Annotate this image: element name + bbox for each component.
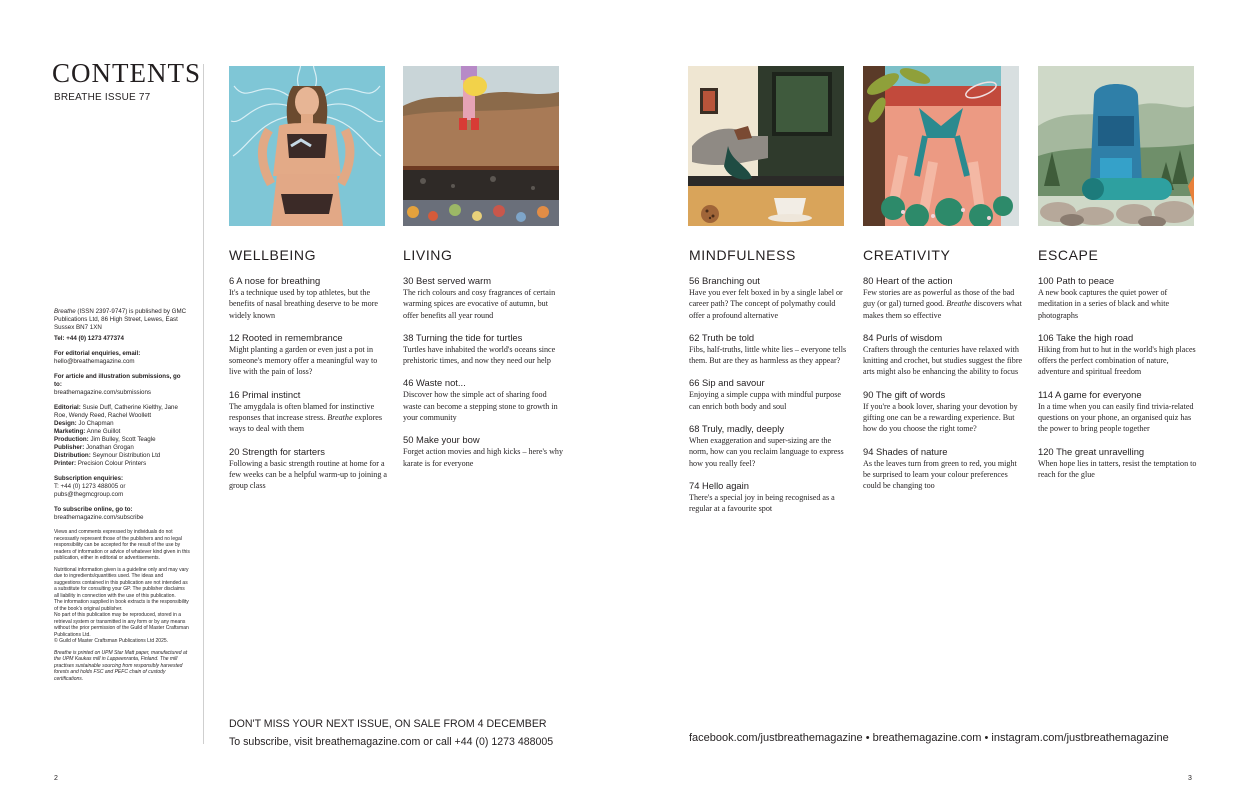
entry-title: 56 Branching out	[689, 275, 760, 286]
entry-title: 62 Truth be told	[689, 331, 755, 343]
section-heading: WELLBEING	[229, 247, 317, 263]
entry-title: 16 Primal instinct	[229, 388, 301, 400]
contents-entry[interactable]	[689, 332, 849, 367]
entry-title: 68 Truly, madly, deeply	[689, 423, 785, 435]
entry-description: A new book captures the quiet power of meditation in a series of black and white photographs	[1038, 288, 1170, 320]
section-creativity	[863, 247, 1023, 503]
entry-title: 66 Sip and savour	[689, 377, 765, 389]
section-heading: CREATIVITY	[863, 247, 951, 263]
entry-description: Crafters through the centuries have relaxed with knitting and crochet, but studies suggest the fibre arts might also be enhancing the ability to focus	[863, 344, 1023, 377]
subscribe-online: To subscribe online, go to: breathemagazine.com/subscribe	[54, 506, 144, 521]
social-links[interactable]: facebook.com/justbreathemagazine • breathemagazine.com • instagram.com/justbreathemagazine	[689, 732, 1169, 744]
contents-entry[interactable]	[689, 423, 849, 469]
contents-entry[interactable]	[863, 275, 1023, 321]
entry-title: 12 Rooted in remembrance	[229, 331, 343, 343]
wellbeing-illustration	[229, 66, 385, 226]
entry-description: Forget action movies and high kicks – here's why karate is for everyone	[403, 447, 564, 468]
entry-title: 30 Best served warm	[403, 275, 492, 286]
contents-entry[interactable]	[403, 377, 563, 423]
page-title: CONTENTS	[52, 58, 201, 88]
entry-description: Turtles have inhabited the world's oceans since prehistoric times, and now they need our help	[403, 344, 556, 366]
entry-description: It's a technique used by top athletes, but the benefits of nasal breathing deserve to be more widely known	[229, 288, 379, 320]
colophon	[54, 308, 190, 687]
column-divider	[203, 64, 204, 744]
section-escape	[1038, 247, 1198, 491]
contents-entry[interactable]	[1038, 275, 1198, 321]
section-heading: ESCAPE	[1038, 247, 1099, 263]
entry-title: 120 The great unravelling	[1038, 445, 1145, 457]
contents-entry[interactable]	[1038, 389, 1198, 435]
contents-entry[interactable]	[863, 446, 1023, 492]
creativity-illustration	[863, 66, 1019, 226]
issue-label: BREATHE ISSUE 77	[54, 92, 151, 103]
contents-entry[interactable]	[403, 434, 563, 469]
entry-title: 6 A nose for breathing	[229, 275, 321, 286]
contents-entry[interactable]	[689, 480, 849, 515]
escape-illustration	[1038, 66, 1194, 226]
contents-entry[interactable]	[863, 332, 1023, 378]
entry-description: There's a special joy in being recognised as a regular at a favourite spot	[689, 492, 835, 514]
contents-entry[interactable]	[403, 275, 563, 321]
staff-credits: Editorial: Susie Duff, Catherine Kielthy, Jane Roe, Wendy Reed, Rachel Woollett Design: Jo Chapman Marketing: Anne Guillot Production: Jim Bulley, Scott Teagle Publisher: Jonathan Grogan Distribution: Seymour Distribution Ltd Printer: Precision Colour Printers	[54, 404, 178, 467]
entry-description: The rich colours and cosy fragrances of certain warming spices are evocative of autumn, but offer benefits all year round	[403, 288, 556, 320]
entry-title: 114 A game for everyone	[1038, 388, 1142, 400]
section-mindfulness	[689, 247, 849, 526]
editorial-enquiries: For editorial enquiries, email: hello@breathemagazine.com	[54, 350, 141, 365]
contents-entry[interactable]	[229, 446, 389, 492]
contents-entry[interactable]	[689, 377, 849, 412]
page-number-left: 2	[54, 775, 58, 782]
entry-title: 80 Heart of the action	[863, 275, 953, 286]
contents-entry[interactable]	[229, 389, 389, 435]
subscribe-link[interactable]: To subscribe, visit breathemagazine.com or call +44 (0) 1273 488005	[229, 736, 554, 748]
contents-entry[interactable]	[229, 332, 389, 378]
section-heading: MINDFULNESS	[689, 247, 796, 263]
entry-description: Fibs, half-truths, little white lies – everyone tells them. But are they as harmless as they appear?	[689, 344, 847, 366]
contents-entry[interactable]	[229, 275, 389, 321]
entry-title: 94 Shades of nature	[863, 445, 948, 457]
entry-title: 50 Make your bow	[403, 434, 480, 446]
entry-title: 90 The gift of words	[863, 388, 946, 400]
disclaimer-reproduction: No part of this publication may be reproduced, stored in a retrieval system or transmitted in any form or by any means without the prior permission of the Guild of Master Craftsman Publications Ltd.	[54, 612, 189, 638]
disclaimer-nutrition: Nutritional information given is a guideline only and may vary due to ingredients/quantities used. The ideas and suggestions contained in this publication are not intended as a substitute for consulting your GP. The publisher disclaims all liability in connection with the use of this publication.	[54, 566, 189, 599]
entry-description: Enjoying a simple cuppa with mindful purpose can enrich both body and soul	[689, 390, 841, 411]
section-living	[403, 247, 563, 480]
entry-title: 20 Strength for starters	[229, 445, 325, 457]
next-issue-text: DON'T MISS YOUR NEXT ISSUE, ON SALE FROM 4 DECEMBER	[229, 718, 547, 730]
disclaimer-extracts: The information supplied in book extracts is the responsibility of the book's original publisher.	[54, 599, 189, 612]
contents-entry[interactable]	[689, 275, 849, 321]
living-illustration	[403, 66, 559, 226]
entry-title: 38 Turning the tide for turtles	[403, 331, 523, 343]
entry-title: 106 Take the high road	[1038, 331, 1134, 343]
contents-entry[interactable]	[863, 389, 1023, 435]
contents-entry[interactable]	[403, 332, 563, 367]
entry-description: When exaggeration and super-sizing are the norm, how can you reclaim language to express how you really feel?	[689, 436, 844, 468]
entry-description: If you're a book lover, sharing your devotion by gifting one can be a rewarding experience. But how do you choose the right tome?	[863, 401, 1018, 434]
entry-title: 84 Purls of wisdom	[863, 331, 943, 343]
page-number-right: 3	[1188, 775, 1192, 782]
entry-title: 74 Hello again	[689, 479, 749, 491]
mindfulness-illustration	[688, 66, 844, 226]
copyright: © Guild of Master Craftsman Publications Ltd 2025.	[54, 638, 169, 644]
telephone: Tel: +44 (0) 1273 477374	[54, 335, 124, 342]
entry-description: The amygdala is often blamed for instinctive responses that increase stress. Breathe explores ways to deal with them	[229, 401, 383, 434]
entry-description: Might planting a garden or even just a pot in someone's memory offer a meaningful way to live with the pain of loss?	[229, 344, 378, 377]
entry-description: When hope lies in tatters, resist the temptation to reach for the glue	[1038, 458, 1197, 479]
entry-description: Discover how the simple act of sharing food waste can become a stepping stone to growth in your community	[403, 390, 558, 423]
entry-title: 46 Waste not...	[403, 377, 466, 389]
entry-description: Hiking from hut to hut in the world's high places offers the perfect combination of nature, adventure and spiritual freedom	[1038, 344, 1196, 377]
publisher-info: Breathe (ISSN 2397-9747) is published by GMC Publications Ltd, 86 High Street, Lewes, East Sussex BN7 1XN	[54, 308, 187, 331]
section-wellbeing	[229, 247, 389, 503]
submissions-info: For article and illustration submissions, go to: breathemagazine.com/submissions	[54, 373, 181, 396]
contents-entry[interactable]	[1038, 332, 1198, 378]
entry-description: Few stories are as powerful as those of the bad guy (or gal) turned good. Breathe discovers what makes them so effective	[863, 288, 1022, 320]
next-issue-promo	[229, 715, 553, 751]
entry-description: Following a basic strength routine at home for a few weeks can be a helpful warm-up to joining a group class	[229, 458, 387, 491]
section-heading: LIVING	[403, 247, 453, 263]
entry-description: As the leaves turn from green to red, you might be surprised to learn your colour preferences could be changing too	[863, 458, 1017, 491]
subscription-enquiries: Subscription enquiries: T: +44 (0) 1273 488005 or pubs@thegmcgroup.com	[54, 475, 126, 498]
entry-description: In a time when you can easily find trivia-related questions on your phone, an organised quiz has the power to bring people together	[1038, 401, 1194, 434]
entry-title: 100 Path to peace	[1038, 275, 1115, 286]
entry-description: Have you ever felt boxed in by a single label or career path? The concept of polymathy could offer a profound alternative	[689, 288, 843, 320]
disclaimer-views: Views and comments expressed by individuals do not necessarily represent those of the publishers and no legal responsibility can be accepted for the result of the use by readers of information or advice of whatever kind given in this publication, either in editorial or advertisements.	[54, 529, 190, 561]
contents-entry[interactable]	[1038, 446, 1198, 481]
paper-info: Breathe is printed on UPM Star Matt paper, manufactured at the UPM Kaukas mill in Lappeenranta, Finland. The mill practises sustainable sourcing from responsibly harvested forests and holds FSC and PEFC chain of custody certifications.	[54, 649, 188, 682]
